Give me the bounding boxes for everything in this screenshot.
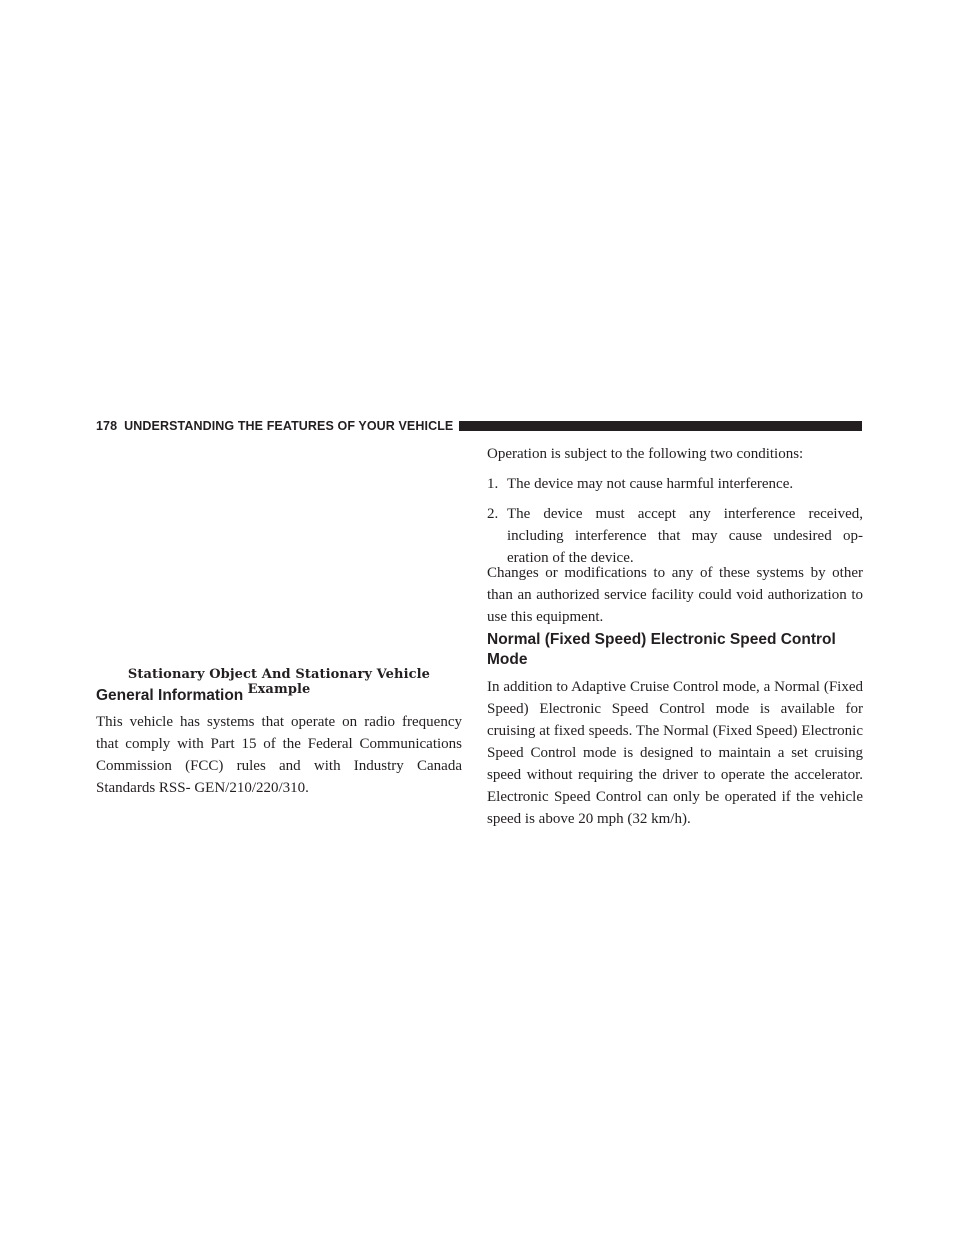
condition-number: 2. — [487, 506, 499, 522]
figure-caption: Stationary Object And Stationary Vehicle Example — [127, 667, 431, 697]
normal-mode-body-block — [487, 676, 863, 830]
normal-mode-heading: Normal (Fixed Speed) Electronic Speed Control Mode — [487, 631, 836, 668]
conditions-intro-block — [487, 443, 863, 465]
section-title: UNDERSTANDING THE FEATURES OF YOUR VEHICLE — [124, 419, 454, 433]
normal-mode-section — [487, 630, 863, 670]
condition-item-2 — [487, 503, 863, 569]
conditions-intro: Operation is subject to the following two conditions: — [487, 446, 804, 462]
general-info-section — [96, 686, 462, 706]
page-number: 178 — [96, 419, 118, 433]
page-header — [96, 418, 862, 434]
general-info-heading: General Information — [96, 687, 244, 704]
condition-text: The device may not cause harmful interference. — [507, 476, 794, 492]
condition-number: 1. — [487, 476, 499, 492]
normal-mode-body: In addition to Adaptive Cruise Control mode, a Normal (Fixed Speed) Electronic Speed Control mode is available for cruising at fixed speeds. The Normal (Fixed Speed) Electronic Speed Control mode is designed to maintain a set cruising speed without requiring the driver to operate the accelerator. Electronic Speed Control can only be operated if the vehicle speed is above 20 mph (32 km/h). — [487, 679, 863, 827]
general-info-body: This vehicle has systems that operate on radio frequency that comply with Part 15 of the Federal Communications Commission (FCC) rules and with Industry Canada Standards RSS- GEN/210/220/310. — [96, 714, 462, 796]
header-rule — [459, 421, 862, 431]
general-info-body-block — [96, 711, 462, 799]
changes-paragraph: Changes or modifications to any of these systems by other than an authorized service facility could void authorization to use this equipment. — [487, 565, 863, 625]
condition-item-1 — [487, 473, 863, 495]
changes-block — [487, 562, 863, 628]
condition-text: The device must accept any interference received, including interference that may cause undesired op- eration of the device. — [507, 506, 863, 566]
